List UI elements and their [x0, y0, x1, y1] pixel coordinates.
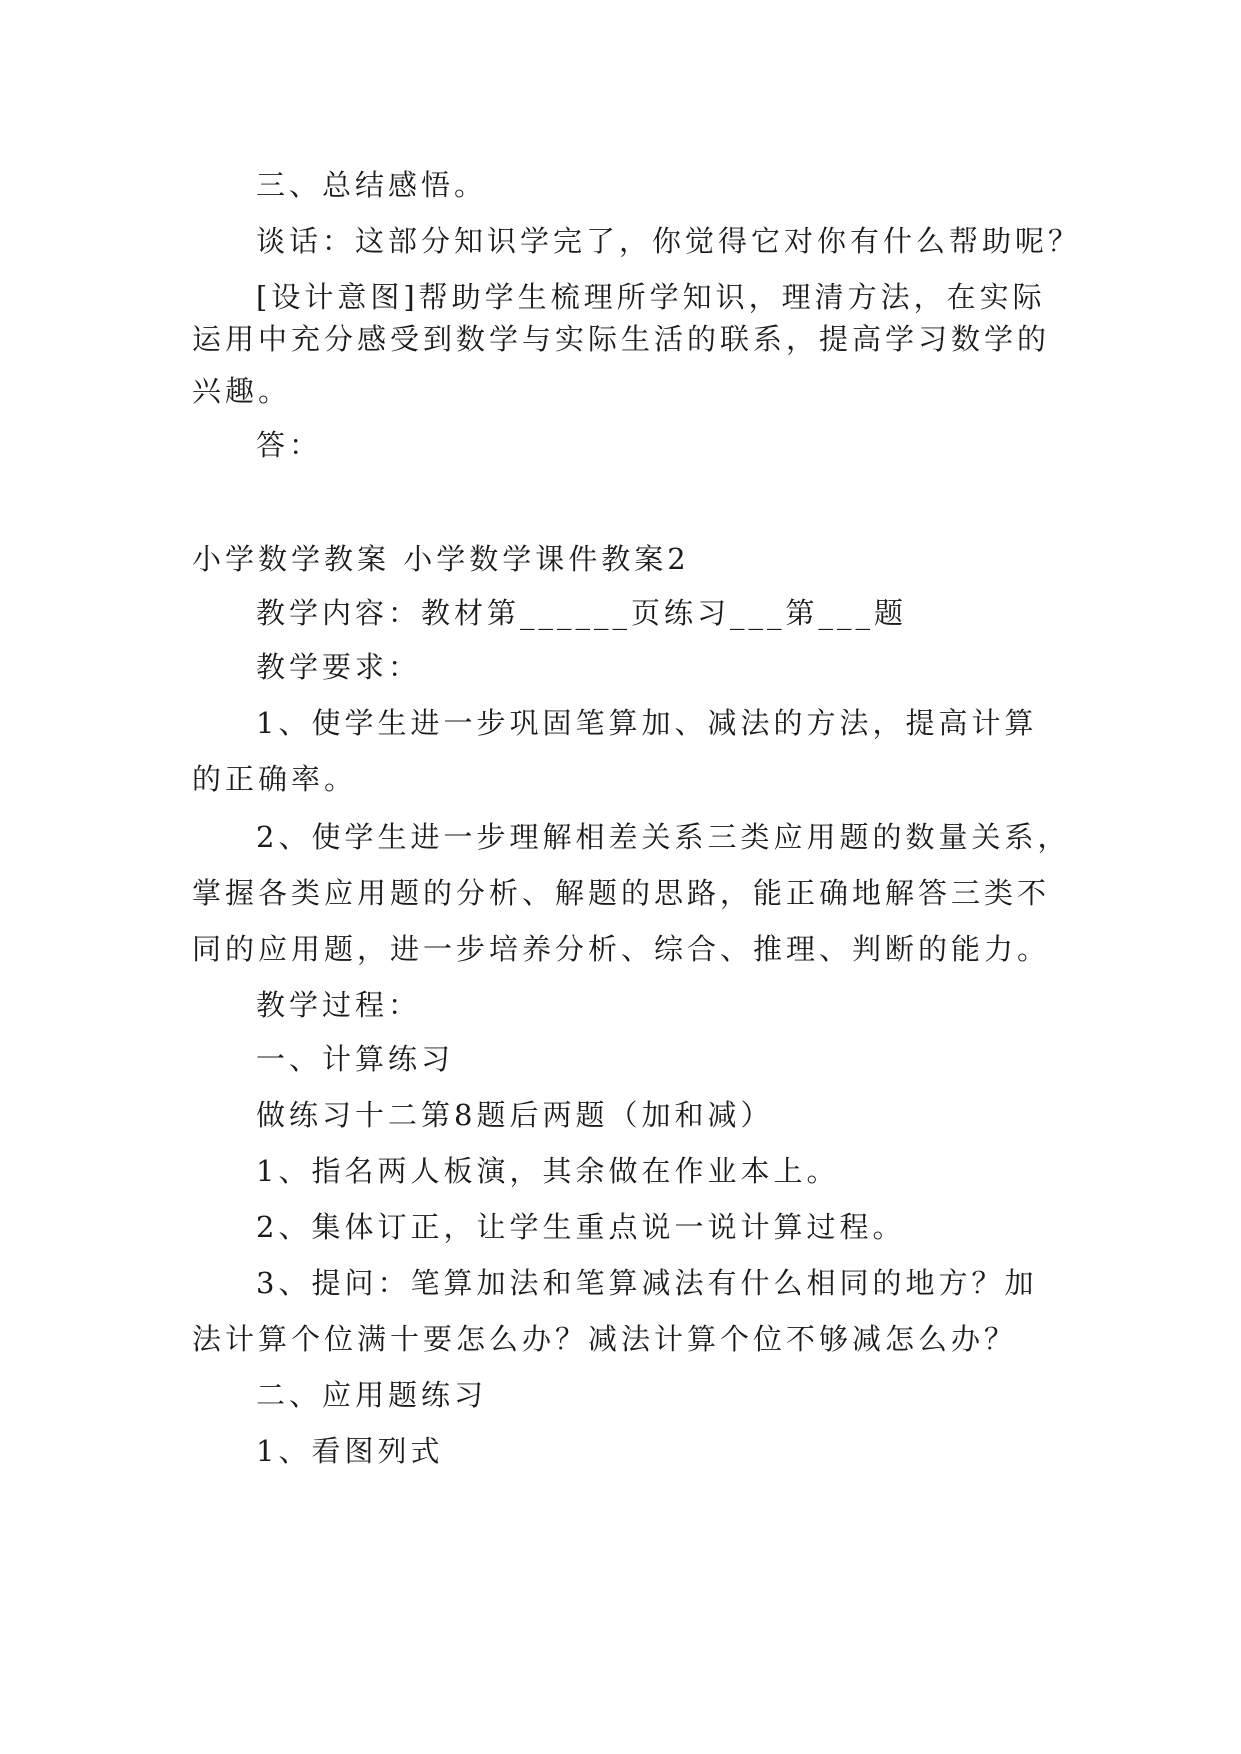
paragraph-line: 做练习十二第8题后两题（加和减）	[256, 1098, 774, 1132]
paragraph-line: 教学过程：	[256, 988, 422, 1022]
paragraph-line: 谈话：这部分知识学完了，你觉得它对你有什么帮助呢？	[256, 224, 1082, 258]
answer-label: 答：	[256, 428, 323, 462]
paragraph-line: 掌握各类应用题的分析、解题的思路，能正确地解答三类不	[192, 876, 1051, 910]
paragraph-line: 2、使学生进一步理解相差关系三类应用题的数量关系，	[256, 820, 1071, 854]
paragraph-line: 运用中充分感受到数学与实际生活的联系，提高学习数学的	[192, 322, 1051, 356]
paragraph-line: 同的应用题，进一步培养分析、综合、推理、判断的能力。	[192, 932, 1051, 966]
paragraph-line: 1、看图列式	[256, 1434, 444, 1468]
paragraph-line: 教学要求：	[256, 650, 422, 684]
section-heading-application: 二、应用题练习	[256, 1378, 488, 1412]
section-heading-calculation: 一、计算练习	[256, 1042, 455, 1076]
paragraph-line: 2、集体订正，让学生重点说一说计算过程。	[256, 1210, 906, 1244]
paragraph-line: 兴趣。	[192, 374, 292, 408]
section-heading-summary: 三、总结感悟。	[256, 168, 488, 202]
document-title: 小学数学教案 小学数学课件教案2	[192, 542, 690, 576]
paragraph-line: 教学内容：教材第______页练习___第___题	[256, 596, 908, 630]
paragraph-line: 1、指名两人板演，其余做在作业本上。	[256, 1154, 840, 1188]
paragraph-line: [设计意图]帮助学生梳理所学知识，理清方法，在实际	[256, 280, 1046, 314]
paragraph-line: 3、提问：笔算加法和笔算减法有什么相同的地方？加	[256, 1266, 1038, 1300]
paragraph-line: 法计算个位满十要怎么办？减法计算个位不够减怎么办？	[192, 1322, 1018, 1356]
paragraph-line: 1、使学生进一步巩固笔算加、减法的方法，提高计算	[256, 706, 1038, 740]
paragraph-line: 的正确率。	[192, 762, 358, 796]
